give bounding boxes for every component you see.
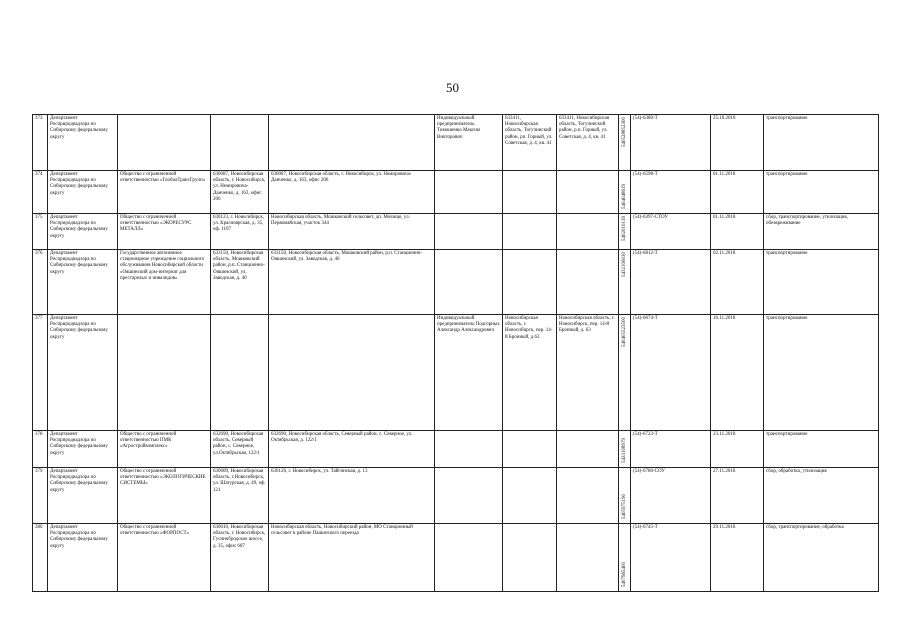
entrepreneur-name-cell bbox=[435, 524, 503, 592]
activity-type-cell: сбор, транспортирование, обработка bbox=[764, 524, 879, 592]
inn-cell bbox=[619, 214, 631, 250]
entrepreneur-site-cell bbox=[557, 524, 619, 592]
legal-address-cell: 633150, Новосибирская область, Мошковский район, р.п. Станционно-Ояшинский, ул. Заводская, д. 40 bbox=[211, 250, 269, 315]
table-row bbox=[33, 315, 879, 431]
license-date-cell: 23.11.2018 bbox=[711, 431, 764, 468]
table-row bbox=[33, 250, 879, 315]
organization-name-cell: Общество с ограниченной ответственностью ПМК «Агростройкомплекс» bbox=[118, 431, 211, 468]
entrepreneur-site-cell bbox=[557, 468, 619, 524]
license-date-cell: 27.11.2018 bbox=[711, 468, 764, 524]
inn-value: 5407965400 bbox=[621, 562, 627, 587]
license-number-cell: (54)-6380-Т bbox=[631, 115, 711, 171]
row-number: 374 bbox=[33, 171, 48, 214]
inn-value: 5433108979 bbox=[621, 438, 627, 463]
inn-cell bbox=[619, 171, 631, 214]
entrepreneur-address-cell bbox=[503, 250, 557, 315]
inn-cell bbox=[619, 431, 631, 468]
legal-address-cell: 630087, Новосибирская область, г. Новосибирск, ул. Немировича-Данченко, д. 163, офис 206 bbox=[211, 171, 269, 214]
entrepreneur-site-cell bbox=[557, 171, 619, 214]
license-number-cell: (54)-6598-Т bbox=[631, 171, 711, 214]
activity-site-cell: Новосибирская область, Мошковский сельсовет, дп. Мочище, ул. Первомайская, участок 344 bbox=[269, 214, 435, 250]
license-number-cell: (54)-6723-Т bbox=[631, 431, 711, 468]
inn-cell bbox=[619, 250, 631, 315]
authority-cell: Департамент Росприроднадзора по Сибирскому федеральному округу bbox=[48, 468, 118, 524]
activity-type-cell: транспортирование bbox=[764, 315, 879, 431]
license-date-cell: 01.11.2018 bbox=[711, 171, 764, 214]
row-number: 380 bbox=[33, 524, 48, 592]
activity-type-cell: транспортирование bbox=[764, 115, 879, 171]
license-date-cell: 29.11.2018 bbox=[711, 524, 764, 592]
authority-cell: Департамент Росприроднадзора по Сибирскому федеральному округу bbox=[48, 250, 118, 315]
license-date-cell: 02.11.2018 bbox=[711, 250, 764, 315]
inn-value: 5405975190 bbox=[621, 494, 627, 519]
license-number-cell: (54)-6397-СТОУ bbox=[631, 214, 711, 250]
row-number: 379 bbox=[33, 468, 48, 524]
authority-cell: Департамент Росприроднадзора по Сибирскому федеральному округу bbox=[48, 315, 118, 431]
activity-site-cell: 633150, Новосибирская область, Мошковский район, р.п. Станционно-Ояшинский, ул. Заводская, д. 40 bbox=[269, 250, 435, 315]
entrepreneur-address-cell: 633411, Новосибирская область, Тогучинский район, рп. Горный, ул. Советская, д. 4, кв. 41 bbox=[503, 115, 557, 171]
table-row bbox=[33, 431, 879, 468]
legal-address-cell bbox=[211, 315, 269, 431]
authority-cell: Департамент Росприроднадзора по Сибирскому федеральному округу bbox=[48, 524, 118, 592]
entrepreneur-address-cell bbox=[503, 431, 557, 468]
authority-cell: Департамент Росприроднадзора по Сибирскому федеральному округу bbox=[48, 171, 118, 214]
entrepreneur-address-cell bbox=[503, 468, 557, 524]
legal-address-cell bbox=[211, 115, 269, 171]
inn-cell bbox=[619, 468, 631, 524]
legal-address-cell: 630123, г. Новосибирск, ул. Красноярская, д. 35, оф. 1107 bbox=[211, 214, 269, 250]
authority-cell: Департамент Росприроднадзора по Сибирскому федеральному округу bbox=[48, 431, 118, 468]
activity-site-cell bbox=[269, 315, 435, 431]
table-row bbox=[33, 115, 879, 171]
entrepreneur-name-cell bbox=[435, 431, 503, 468]
activity-site-cell: Новосибирская область, Новосибирский район, МО Станционный сельсовет в районе Пашинского переезда bbox=[269, 524, 435, 592]
license-registry-table bbox=[32, 114, 879, 592]
entrepreneur-name-cell bbox=[435, 468, 503, 524]
entrepreneur-name-cell bbox=[435, 250, 503, 315]
entrepreneur-address-cell: Новосибирская область, г. Новосибирск, пер. 14-й Бронный, д.63 bbox=[503, 315, 557, 431]
row-number: 376 bbox=[33, 250, 48, 315]
activity-type-cell: сбор, обработка, утилизация bbox=[764, 468, 879, 524]
organization-name-cell bbox=[118, 315, 211, 431]
organization-name-cell: Государственное автономное стационарное учреждение социального обслуживания Новосибирской области «Ояшинский дом-интернат для престарелых и инвалидов» bbox=[118, 250, 211, 315]
page-number: 50 bbox=[446, 80, 459, 95]
inn-cell bbox=[619, 115, 631, 171]
table-row bbox=[33, 214, 879, 250]
activity-type-cell: транспортирование bbox=[764, 250, 879, 315]
entrepreneur-name-cell: Индивидуальный предприниматель Тимошенко Максим Викторович bbox=[435, 115, 503, 171]
entrepreneur-site-cell bbox=[557, 431, 619, 468]
row-number: 377 bbox=[33, 315, 48, 431]
inn-value: 5432106030 bbox=[621, 252, 627, 277]
entrepreneur-name-cell: Индивидуальный предприниматель Подгорных Александр Александрович bbox=[435, 315, 503, 431]
license-number-cell: (54)-6780-СОУ bbox=[631, 468, 711, 524]
license-number-cell: (54)-6812-Т bbox=[631, 250, 711, 315]
license-number-cell: (54)-6745-Т bbox=[631, 524, 711, 592]
license-number-cell: (54)-6674-Т bbox=[631, 315, 711, 431]
entrepreneur-site-cell bbox=[557, 250, 619, 315]
license-date-cell: 16.11.2018 bbox=[711, 315, 764, 431]
authority-cell: Департамент Росприроднадзора по Сибирскому федеральному округу bbox=[48, 115, 118, 171]
activity-site-cell: 632690, Новосибирская область, Северный район, с. Северное, ул. Октябрьская, д. 122/1 bbox=[269, 431, 435, 468]
activity-type-cell: транспортирование bbox=[764, 431, 879, 468]
table-row bbox=[33, 171, 879, 214]
inn-cell bbox=[619, 315, 631, 431]
activity-site-cell: 630126, г. Новосибирск, ул. Тайгинская, д. 13 bbox=[269, 468, 435, 524]
activity-type-cell: транспортирование bbox=[764, 171, 879, 214]
organization-name-cell: Общество с ограниченной ответственностью «ФОРПОСТ» bbox=[118, 524, 211, 592]
license-date-cell: 25.10.2018 bbox=[711, 115, 764, 171]
row-number: 378 bbox=[33, 431, 48, 468]
table-body bbox=[33, 115, 879, 592]
entrepreneur-name-cell bbox=[435, 214, 503, 250]
row-number: 373 bbox=[33, 115, 48, 171]
legal-address-cell: 632690, Новосибирская область, Северный район, с. Северное, ул.Октябрьская, 122/1 bbox=[211, 431, 269, 468]
table-row bbox=[33, 524, 879, 592]
inn-value: 5404048619 bbox=[621, 184, 627, 209]
entrepreneur-name-cell bbox=[435, 171, 503, 214]
entrepreneur-site-cell bbox=[557, 214, 619, 250]
inn-cell bbox=[619, 524, 631, 592]
row-number: 375 bbox=[33, 214, 48, 250]
inn-value: 5402010139 bbox=[621, 216, 627, 241]
entrepreneur-address-cell bbox=[503, 214, 557, 250]
inn-value: 540528852300 bbox=[621, 117, 627, 147]
license-date-cell: 01.11.2018 bbox=[711, 214, 764, 250]
organization-name-cell: Общество с ограниченной ответственностью «ГлобалТрансГрупп» bbox=[118, 171, 211, 214]
organization-name-cell: Общество с ограниченной ответственностью «ЭКОЛОГИЧЕСКИЕ СИСТЕМЫ» bbox=[118, 468, 211, 524]
organization-name-cell: Общество с ограниченной ответственностью «ЭКОРЕСУРС МЕТАЛЛ» bbox=[118, 214, 211, 250]
inn-value: 540405523500 bbox=[621, 317, 627, 347]
entrepreneur-address-cell bbox=[503, 171, 557, 214]
activity-type-cell: сбор, транспортирование, утилизация, обезвреживание bbox=[764, 214, 879, 250]
entrepreneur-site-cell: Новосибирская область, г. Новосибирск, пер. 14-й Бронный, д. 63 bbox=[557, 315, 619, 431]
legal-address-cell: 630009, Новосибирская область, г.Новосибирск, ул. Шатурская, д. 49, оф. 121 bbox=[211, 468, 269, 524]
legal-address-cell: 630010, Новосибирская область, г. Новосибирск, Гусинобродское шоссе, д. 35, офис 607 bbox=[211, 524, 269, 592]
table-row bbox=[33, 468, 879, 524]
activity-site-cell: 630087, Новосибирская область, г. Новосибирск, ул. Немировича-Данченко, д. 163, офис 206 bbox=[269, 171, 435, 214]
activity-site-cell bbox=[269, 115, 435, 171]
organization-name-cell bbox=[118, 115, 211, 171]
entrepreneur-site-cell: 633411, Новосибирская область, Тогучинский район, р.п. Горный, ул. Советская, д. 4, кв. 41 bbox=[557, 115, 619, 171]
entrepreneur-address-cell bbox=[503, 524, 557, 592]
authority-cell: Департамент Росприроднадзора по Сибирскому федеральному округу bbox=[48, 214, 118, 250]
